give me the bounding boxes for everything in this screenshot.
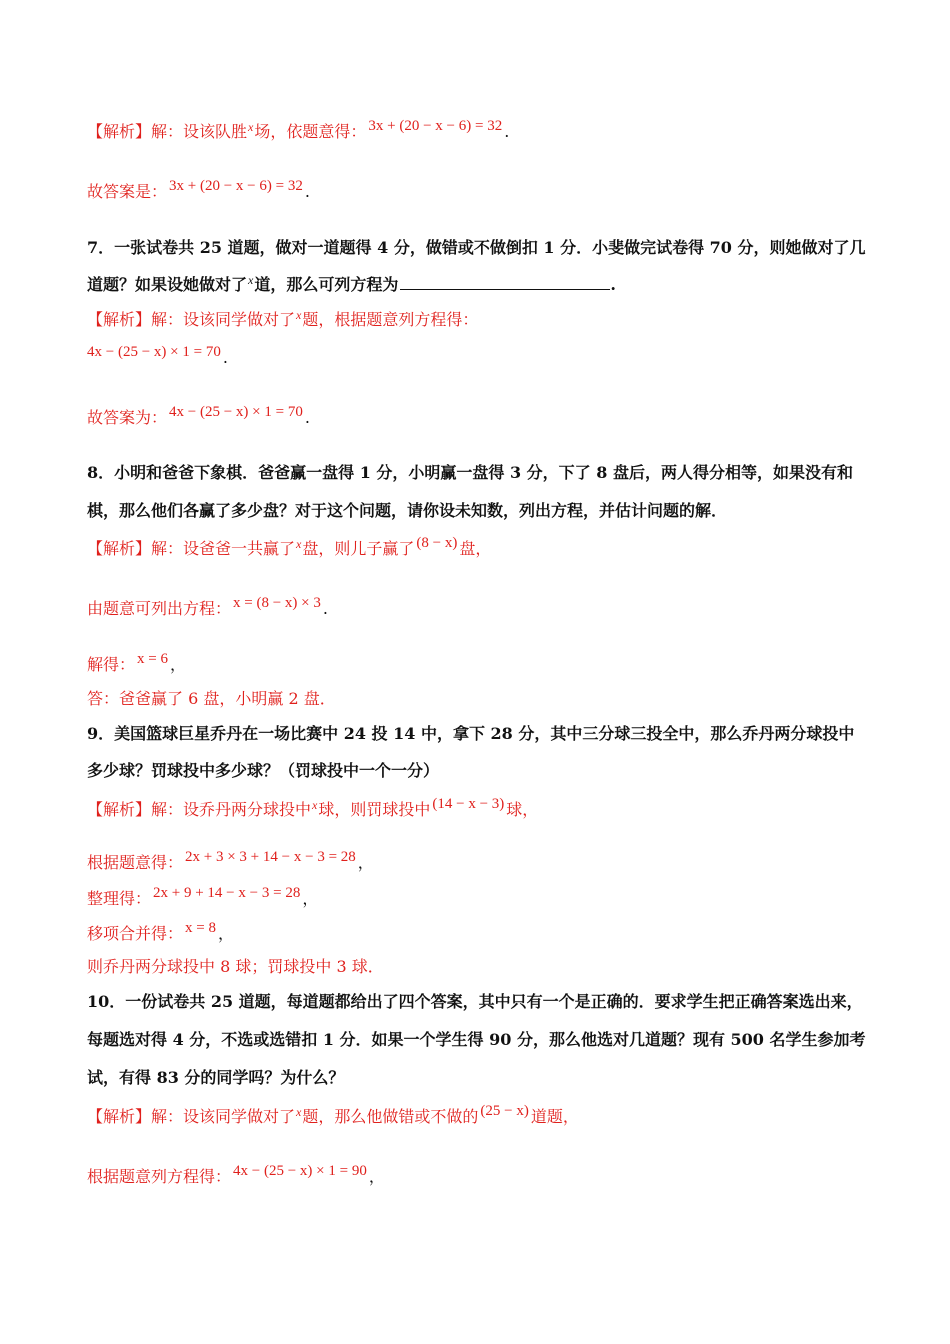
question-7-line-2 <box>87 275 910 296</box>
answer-line-q7 <box>87 404 910 429</box>
punctuation: ， <box>357 853 374 872</box>
solution-line-q8-solve <box>87 651 910 676</box>
solution-line-q6-setup <box>87 118 910 143</box>
solution-text: 根据题意得： <box>87 853 184 872</box>
question-8-line-2: 棋，那么他们各赢了多少盘？对于这个问题，请你设未知数，列出方程，并估计问题的解． <box>87 501 728 520</box>
question-text: 道题？如果设她做对了 <box>87 275 248 294</box>
math-equation: 2x + 3 × 3 + 14 − x − 3 = 28 <box>185 849 356 865</box>
math-equation: 4x − (25 − x) × 1 = 90 <box>233 1163 367 1179</box>
solution-line-q7-equation <box>87 344 910 369</box>
solution-text: 球， <box>506 800 539 819</box>
solution-text: 移项合并得： <box>87 924 184 943</box>
solution-line-q9-equation <box>87 849 910 874</box>
solution-text: 由题意可列出方程： <box>87 599 232 618</box>
solution-text: 道题， <box>530 1107 579 1126</box>
punctuation: . <box>504 122 510 141</box>
solution-text: 球，则罚球投中 <box>318 800 431 819</box>
math-equation: 3x + (20 − x − 6) = 32 <box>169 178 303 194</box>
solution-line-q9-setup <box>87 796 910 821</box>
solution-line-q7-setup <box>87 310 910 331</box>
punctuation: . <box>222 348 228 367</box>
solution-line-q9-combine <box>87 920 910 945</box>
solution-line-q10-setup <box>87 1103 910 1128</box>
answer-blank <box>400 275 610 290</box>
question-text: 道，那么可列方程为 <box>254 275 399 294</box>
solution-text: 盘，则儿子赢了 <box>302 539 415 558</box>
math-expression: (14 − x − 3) <box>432 796 505 812</box>
answer-label: 故答案是： <box>87 182 168 201</box>
math-expression: (8 − x) <box>416 535 458 551</box>
punctuation: ， <box>169 655 186 674</box>
math-equation: x = 6 <box>137 651 168 667</box>
solution-text: 整理得： <box>87 889 152 908</box>
punctuation: ， <box>217 924 234 943</box>
question-9-line-2: 多少球？罚球投中多少球？（罚球投中一个一分） <box>87 761 440 780</box>
solution-line-q8-equation <box>87 595 910 620</box>
math-equation: 4x − (25 − x) × 1 = 70 <box>169 404 303 420</box>
math-equation: 4x − (25 − x) × 1 = 70 <box>87 344 221 360</box>
solution-text: 题，那么他做错或不做的 <box>302 1107 479 1126</box>
solution-line-q10-equation <box>87 1163 910 1188</box>
question-8-line-1: 8．小明和爸爸下象棋．爸爸赢一盘得 1 分，小明赢一盘得 3 分，下了 8 盘后，两人得分相等，如果没有和 <box>87 463 853 482</box>
math-expression: (25 − x) <box>480 1103 529 1119</box>
solution-text: 【解析】解：设乔丹两分球投中 <box>87 800 312 819</box>
punctuation: . <box>322 599 328 618</box>
math-variable: x <box>296 537 302 551</box>
math-variable: x <box>296 1105 302 1119</box>
question-10-line-2: 每题选对得 4 分，不选或选错扣 1 分．如果一个学生得 90 分，那么他选对几道题？现有 500 名学生参加考 <box>87 1030 866 1049</box>
question-10-line-3: 试，有得 83 分的同学吗？为什么？ <box>87 1068 345 1087</box>
solution-text: 盘， <box>459 539 492 558</box>
math-equation: x = 8 <box>185 920 216 936</box>
punctuation: ， <box>368 1167 385 1186</box>
question-9-line-1: 9．美国篮球巨星乔丹在一场比赛中 24 投 14 中，拿下 28 分，其中三分球三投全中，那么乔丹两分球投中 <box>87 724 855 743</box>
solution-text: 【解析】解：设该同学做对了 <box>87 1107 296 1126</box>
solution-text: 【解析】解：设爸爸一共赢了 <box>87 539 296 558</box>
answer-label: 故答案为： <box>87 408 168 427</box>
solution-text: 【解析】解：设该同学做对了 <box>87 310 296 329</box>
solution-line-q9-simplify <box>87 885 910 910</box>
math-variable: x <box>296 308 302 322</box>
punctuation: ， <box>302 889 319 908</box>
solution-text: 根据题意列方程得： <box>87 1167 232 1186</box>
math-variable: x <box>312 798 318 812</box>
math-equation: x = (8 − x) × 3 <box>233 595 321 611</box>
punctuation: . <box>304 408 310 427</box>
question-10-line-1: 10．一份试卷共 25 道题，每道题都给出了四个答案，其中只有一个是正确的．要求学生把正确答案选出来， <box>87 992 863 1011</box>
answer-line-q8: 答：爸爸赢了 6 盘，小明赢 2 盘． <box>87 689 336 708</box>
punctuation: . <box>610 275 616 294</box>
solution-text: 场，依题意得： <box>254 122 367 141</box>
math-variable: x <box>248 120 254 134</box>
solution-text: 题，根据题意列方程得： <box>302 310 479 329</box>
answer-line-q9: 则乔丹两分球投中 8 球；罚球投中 3 球． <box>87 957 384 976</box>
solution-text: 【解析】解：设该队胜 <box>87 122 248 141</box>
solution-text: 解得： <box>87 655 136 674</box>
solution-line-q8-setup <box>87 535 910 560</box>
math-equation: 3x + (20 − x − 6) = 32 <box>368 118 503 134</box>
math-equation: 2x + 9 + 14 − x − 3 = 28 <box>153 885 301 901</box>
punctuation: . <box>304 182 310 201</box>
math-variable: x <box>248 273 254 287</box>
question-7-line-1: 7．一张试卷共 25 道题，做对一道题得 4 分，做错或不做倒扣 1 分．小斐做完试卷得 70 分，则她做对了几 <box>87 238 866 257</box>
answer-line-q6 <box>87 178 910 203</box>
